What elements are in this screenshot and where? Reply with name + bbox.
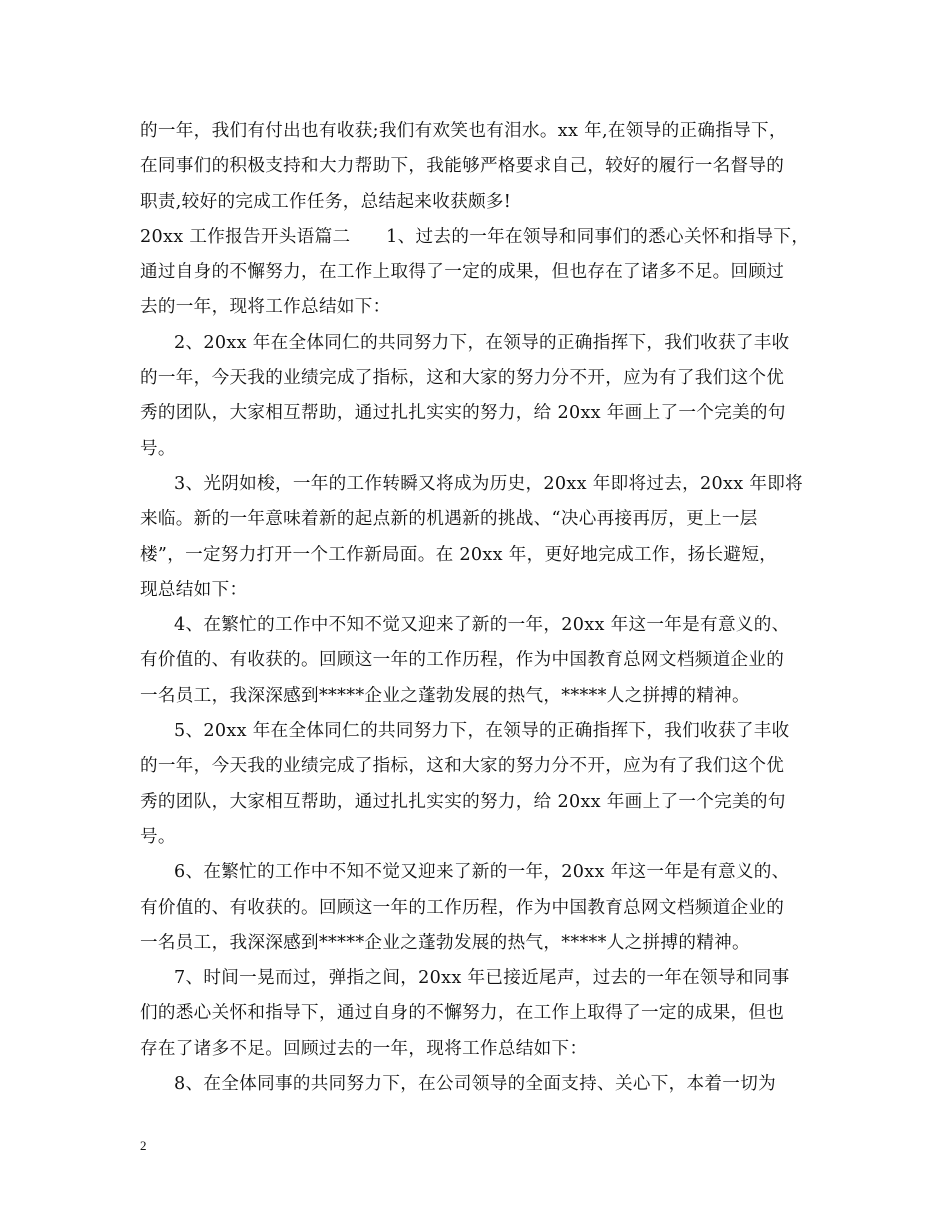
text-line: 有价值的、有收获的。回顾这一年的工作历程，作为中国教育总网文档频道企业的 <box>140 650 785 671</box>
text-line: 的一年，今天我的业绩完成了指标，这和大家的努力分不开，应为有了我们这个优 <box>140 368 785 389</box>
text-line: 有价值的、有收获的。回顾这一年的工作历程，作为中国教育总网文档频道企业的 <box>140 897 785 918</box>
document-body <box>140 114 812 1102</box>
text-line: 6、在繁忙的工作中不知不觉又迎来了新的一年，20xx 年这一年是有意义的、 <box>174 862 790 883</box>
text-line: 的一年，今天我的业绩完成了指标，这和大家的努力分不开，应为有了我们这个优 <box>140 756 785 777</box>
text-line: 职责,较好的完成工作任务，总结起来收获颇多! <box>140 191 512 212</box>
text-line: 3、光阴如梭，一年的工作转瞬又将成为历史，20xx 年即将过去，20xx 年即将 <box>174 473 804 494</box>
text-line: 现总结如下： <box>140 579 248 600</box>
text-line: 20xx 工作报告开头语篇二 1、过去的一年在领导和同事们的悉心关怀和指导下， <box>140 226 810 247</box>
text-line: 通过自身的不懈努力，在工作上取得了一定的成果，但也存在了诸多不足。回顾过 <box>140 262 785 283</box>
text-line: 7、时间一晃而过，弹指之间，20xx 年已接近尾声，过去的一年在领导和同事 <box>174 968 790 989</box>
text-line: 一名员工，我深深感到*****企业之蓬勃发展的热气，*****人之拼搏的精神。 <box>140 932 750 953</box>
text-line: 在同事们的积极支持和大力帮助下，我能够严格要求自己，较好的履行一名督导的 <box>140 156 785 177</box>
text-line: 存在了诸多不足。回顾过去的一年，现将工作总结如下： <box>140 1038 588 1059</box>
text-line: 去的一年，现将工作总结如下： <box>140 297 391 318</box>
text-line: 秀的团队，大家相互帮助，通过扎扎实实的努力，给 20xx 年画上了一个完美的句 <box>140 403 786 424</box>
text-line: 8、在全体同事的共同努力下，在公司领导的全面支持、关心下，本着一切为 <box>174 1074 776 1095</box>
text-line: 秀的团队，大家相互帮助，通过扎扎实实的努力，给 20xx 年画上了一个完美的句 <box>140 791 786 812</box>
page-number: 2 <box>140 1138 147 1153</box>
text-line: 来临。新的一年意味着新的起点新的机遇新的挑战、“决心再接再厉，更上一层 <box>140 509 758 530</box>
text-line: 2、20xx 年在全体同仁的共同努力下，在领导的正确指挥下，我们收获了丰收 <box>174 332 790 353</box>
text-line: 们的悉心关怀和指导下，通过自身的不懈努力，在工作上取得了一定的成果，但也 <box>140 1003 785 1024</box>
text-line: 号。 <box>140 438 176 459</box>
text-line: 5、20xx 年在全体同仁的共同努力下，在领导的正确指挥下，我们收获了丰收 <box>174 721 790 742</box>
text-line: 的一年，我们有付出也有收获;我们有欢笑也有泪水。xx 年,在领导的正确指导下， <box>140 121 787 141</box>
text-line: 一名员工，我深深感到*****企业之蓬勃发展的热气，*****人之拼搏的精神。 <box>140 685 750 706</box>
text-line: 号。 <box>140 826 176 847</box>
text-line: 楼”，一定努力打开一个工作新局面。在 20xx 年，更好地完成工作，扬长避短， <box>140 544 778 565</box>
text-line: 4、在繁忙的工作中不知不觉又迎来了新的一年，20xx 年这一年是有意义的、 <box>174 615 790 636</box>
